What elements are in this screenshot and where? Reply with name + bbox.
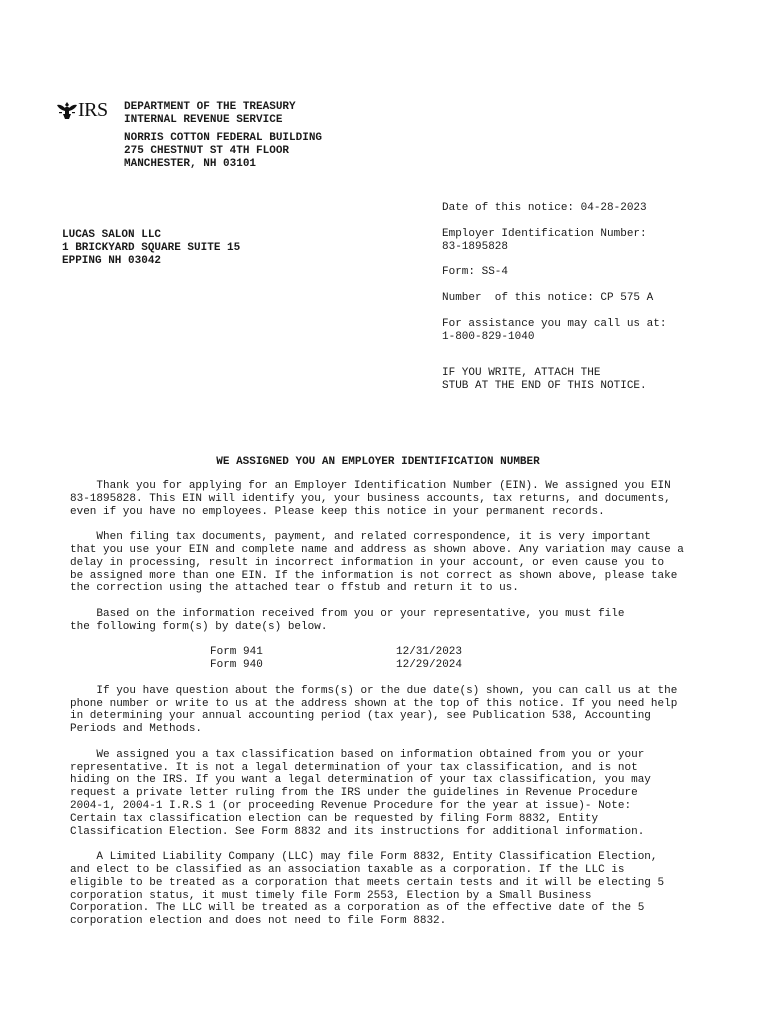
write-instruction-line: IF YOU WRITE, ATTACH THE: [442, 367, 601, 379]
form-due-row: [70, 659, 684, 672]
notice-body: [70, 480, 684, 941]
irs-logo: [56, 100, 108, 120]
write-instruction-line: STUB AT THE END OF THIS NOTICE.: [442, 380, 647, 392]
notice-heading: WE ASSIGNED YOU AN EMPLOYER IDENTIFICATION NUMBER: [216, 456, 540, 468]
notice-date: Date of this notice: 04-28-2023: [442, 202, 647, 214]
form-type: Form: SS-4: [442, 266, 509, 278]
dept-line: DEPARTMENT OF THE TREASURY: [124, 101, 296, 113]
body-paragraph: Based on the information received from you or your representative, you must file the following form(s) by date(s) below.: [70, 607, 625, 633]
body-paragraph: If you have question about the forms(s) or the due date(s) shown, you can call us at the phone number or write to us at the address shown at the top of this notice. If you need help in determining your annual accounting period (tax year), see Publication 538, Accounting Periods and Methods.: [70, 684, 678, 736]
body-paragraph: A Limited Liability Company (LLC) may file Form 8832, Entity Classification Election, and elect to be classified as an association taxable as a corporation. If the LLC is eligible to be treated as a corporation that meets certain tests and it will be electing 5 corporation status, it must timely file Form 2553, Election by a Small Business Corporation. The LLC will be treated as a corporation as of the effective date of the 5 corporation election and does not need to file Form 8832.: [70, 851, 665, 928]
address-line: NORRIS COTTON FEDERAL BUILDING: [124, 132, 323, 144]
ein-value: 83-1895828: [442, 241, 509, 253]
form-due-date: 12/29/2024: [396, 659, 463, 672]
ein-label: Employer Identification Number:: [442, 228, 647, 240]
assistance-label: For assistance you may call us at:: [442, 318, 667, 330]
recipient-line: 1 BRICKYARD SQUARE SUITE 15: [62, 241, 241, 254]
department-block: [124, 101, 296, 127]
form-name: Form 941: [210, 646, 263, 659]
body-paragraph: Thank you for applying for an Employer Identification Number (EIN). We assigned you EIN 83-1895828. This EIN will identify you, your business accounts, tax returns, and documents, even if you have no employees. Please keep this notice in your permanent records.: [70, 480, 671, 518]
recipient-line: LUCAS SALON LLC: [62, 229, 162, 241]
assistance-phone: 1-800-829-1040: [442, 331, 535, 343]
dept-line: INTERNAL REVENUE SERVICE: [124, 113, 283, 126]
forms-due-table: [70, 646, 684, 672]
body-paragraph: We assigned you a tax classification based on information obtained from you or your representative. It is not a legal determination of your tax classification, and is not hiding on the IRS. If you want a legal determination of your tax classification, you may request a private letter ruling from the IRS under the guidelines in Revenue Procedure 2004-1, 2004-1 I.R.S 1 (or proceeding Revenue Procedure for the year at issue)- Note: Certain tax classification election can be requested by filing Form 8832, Entity Classification Election. See Form 8832 and its instructions for additional information.: [70, 748, 651, 838]
address-line: MANCHESTER, NH 03101: [124, 157, 257, 170]
recipient-line: EPPING NH 03042: [62, 254, 162, 267]
sender-address: [124, 132, 322, 170]
recipient-address: [62, 229, 240, 267]
body-paragraph: When filing tax documents, payment, and related correspondence, it is very important that you use your EIN and complete name and address as shown above. Any variation may cause a delay in processing, result in incorrect information in your account, or even cause you to be assigned more than one EIN. If the information is not correct as shown above, please take the correction using the attached tear o ffstub and return it to us.: [70, 531, 684, 595]
address-line: 275 CHESTNUT ST 4TH FLOOR: [124, 144, 290, 157]
form-due-date: 12/31/2023: [396, 646, 463, 659]
form-due-row: [70, 646, 684, 659]
notice-number: Number of this notice: CP 575 A: [442, 292, 654, 304]
irs-logo-text: IRS: [78, 99, 108, 121]
eagle-emblem-icon: [56, 100, 78, 120]
form-name: Form 940: [210, 659, 263, 672]
